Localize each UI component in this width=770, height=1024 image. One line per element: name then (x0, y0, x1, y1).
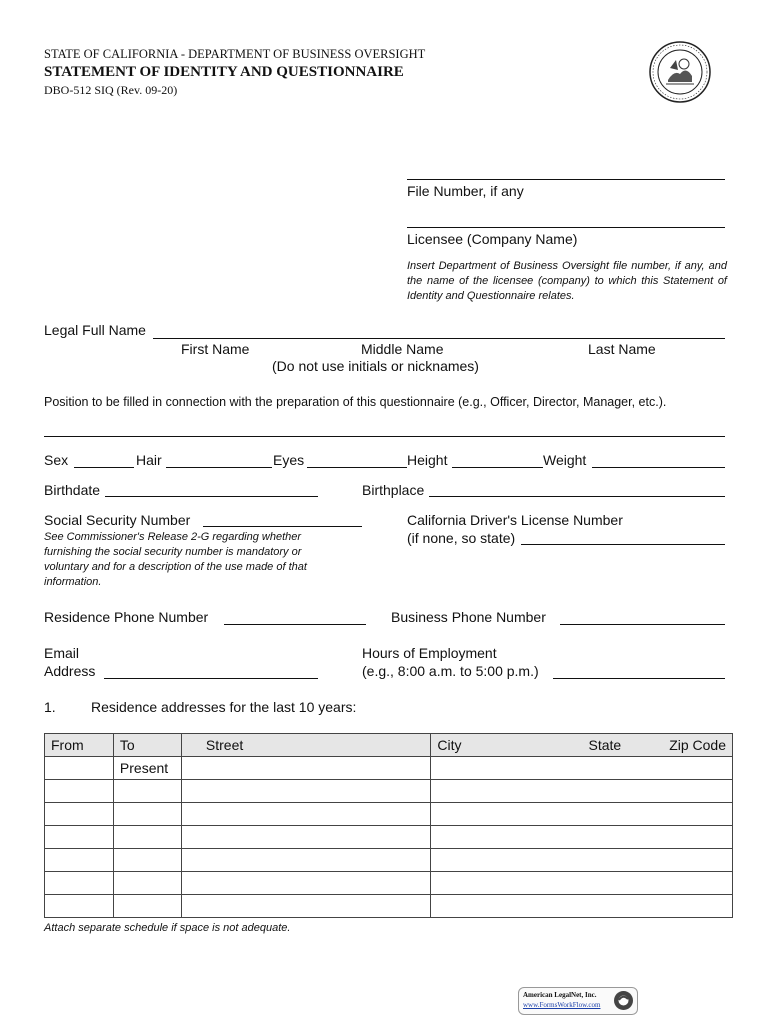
birthplace-field[interactable] (429, 496, 725, 497)
hours-field[interactable] (553, 678, 725, 679)
business-phone-field[interactable] (560, 624, 725, 625)
file-number-label: File Number, if any (407, 183, 524, 199)
hours-label: Hours of Employment (362, 645, 497, 661)
cell-city-state-zip[interactable] (431, 895, 733, 918)
form-id: DBO-512 SIQ (Rev. 09-20) (44, 83, 178, 97)
hours-hint: (e.g., 8:00 a.m. to 5:00 p.m.) (362, 663, 539, 679)
table-row (45, 895, 733, 918)
table-row (45, 849, 733, 872)
cell-city-state-zip[interactable] (431, 780, 733, 803)
state-seal-icon (648, 40, 712, 104)
licensee-label: Licensee (Company Name) (407, 231, 578, 247)
cell-street[interactable] (181, 849, 430, 872)
legal-name-hint: (Do not use initials or nicknames) (272, 358, 479, 374)
weight-label: Weight (543, 452, 587, 468)
table-row (45, 780, 733, 803)
cell-to[interactable] (113, 826, 181, 849)
cell-street[interactable] (181, 826, 430, 849)
licensee-line[interactable] (407, 227, 725, 228)
cell-to[interactable] (113, 872, 181, 895)
eyes-field[interactable] (307, 467, 407, 468)
cell-to[interactable] (113, 780, 181, 803)
last-name-label: Last Name (588, 341, 656, 357)
position-line[interactable] (44, 436, 725, 437)
table-header-row (45, 734, 733, 757)
email-label-address: Address (44, 663, 96, 679)
legal-name-label: Legal Full Name (44, 322, 146, 338)
cell-street[interactable] (181, 872, 430, 895)
file-number-line[interactable] (407, 179, 725, 180)
attach-note: Attach separate schedule if space is not adequate. (44, 922, 291, 934)
drivers-license-field[interactable] (521, 544, 725, 545)
hair-field[interactable] (166, 467, 272, 468)
middle-name-label: Middle Name (361, 341, 444, 357)
birthdate-field[interactable] (105, 496, 318, 497)
cell-city-state-zip[interactable] (431, 849, 733, 872)
drivers-license-hint: (if none, so state) (407, 530, 516, 546)
cell-from[interactable] (45, 803, 114, 826)
col-header-to: To (113, 734, 181, 757)
cell-to[interactable] (113, 849, 181, 872)
table-row (45, 872, 733, 895)
email-label: Email (44, 645, 80, 661)
residence-phone-field[interactable] (224, 624, 366, 625)
legal-name-line[interactable] (153, 338, 725, 339)
section-1-title: Residence addresses for the last 10 years: (91, 699, 357, 715)
cell-from[interactable] (45, 757, 114, 780)
drivers-license-label: California Driver's License Number (407, 512, 623, 528)
agency-name: STATE OF CALIFORNIA - DEPARTMENT OF BUSINESS OVERSIGHT (44, 47, 426, 61)
business-phone-label: Business Phone Number (391, 609, 546, 625)
position-label: Position to be filled in connection with the preparation of this questionnaire (e.g., Officer, Director, Manager, etc.). (44, 395, 667, 409)
cell-from[interactable] (45, 849, 114, 872)
cell-from[interactable] (45, 780, 114, 803)
col-header-city-state-zip (431, 734, 733, 757)
table-row (45, 757, 733, 780)
table-row (45, 803, 733, 826)
ssn-note: See Commissioner's Release 2-G regarding whether furnishing the social security number is mandatory or voluntary and for a description of the use made of that information. (44, 531, 307, 588)
sex-label: Sex (44, 452, 69, 468)
cell-city-state-zip[interactable] (431, 872, 733, 895)
cell-from[interactable] (45, 826, 114, 849)
cell-from[interactable] (45, 895, 114, 918)
weight-field[interactable] (592, 467, 725, 468)
eyes-label: Eyes (273, 452, 305, 468)
cell-to[interactable] (113, 803, 181, 826)
cell-to[interactable] (113, 895, 181, 918)
table-row (45, 826, 733, 849)
col-header-from: From (45, 734, 114, 757)
residence-phone-label: Residence Phone Number (44, 609, 209, 625)
section-1-number: 1. (44, 699, 56, 715)
cell-street[interactable] (181, 895, 430, 918)
height-field[interactable] (452, 467, 543, 468)
footer-badge-name: American LegalNet, Inc. (523, 991, 597, 999)
address-table (44, 733, 733, 918)
ssn-label: Social Security Number (44, 512, 191, 528)
form-title: STATEMENT OF IDENTITY AND QUESTIONNAIRE (44, 64, 404, 80)
hair-label: Hair (136, 452, 162, 468)
cell-to[interactable]: Present (113, 757, 181, 780)
cell-street[interactable] (181, 757, 430, 780)
cell-street[interactable] (181, 780, 430, 803)
cell-city-state-zip[interactable] (431, 757, 733, 780)
cell-street[interactable] (181, 803, 430, 826)
cell-from[interactable] (45, 872, 114, 895)
birthplace-label: Birthplace (362, 482, 425, 498)
ssn-field[interactable] (203, 526, 362, 527)
col-header-city: City (437, 737, 462, 753)
licensee-note: Insert Department of Business Oversight file number, if any, and the name of the licensee (company) to which this Statement of Identity and Questionnaire relates. (407, 260, 727, 302)
sex-field[interactable] (74, 467, 134, 468)
footer-badge-url[interactable]: www.FormsWorkFlow.com (523, 1001, 601, 1009)
col-header-state: State (588, 737, 622, 753)
height-label: Height (407, 452, 448, 468)
footer-badge[interactable] (518, 987, 638, 1015)
email-field[interactable] (104, 678, 318, 679)
cell-city-state-zip[interactable] (431, 803, 733, 826)
first-name-label: First Name (181, 341, 250, 357)
globe-logo-icon (613, 990, 634, 1011)
col-header-street: Street (181, 734, 430, 757)
birthdate-label: Birthdate (44, 482, 101, 498)
col-header-zip: Zip Code (669, 737, 726, 753)
cell-city-state-zip[interactable] (431, 826, 733, 849)
